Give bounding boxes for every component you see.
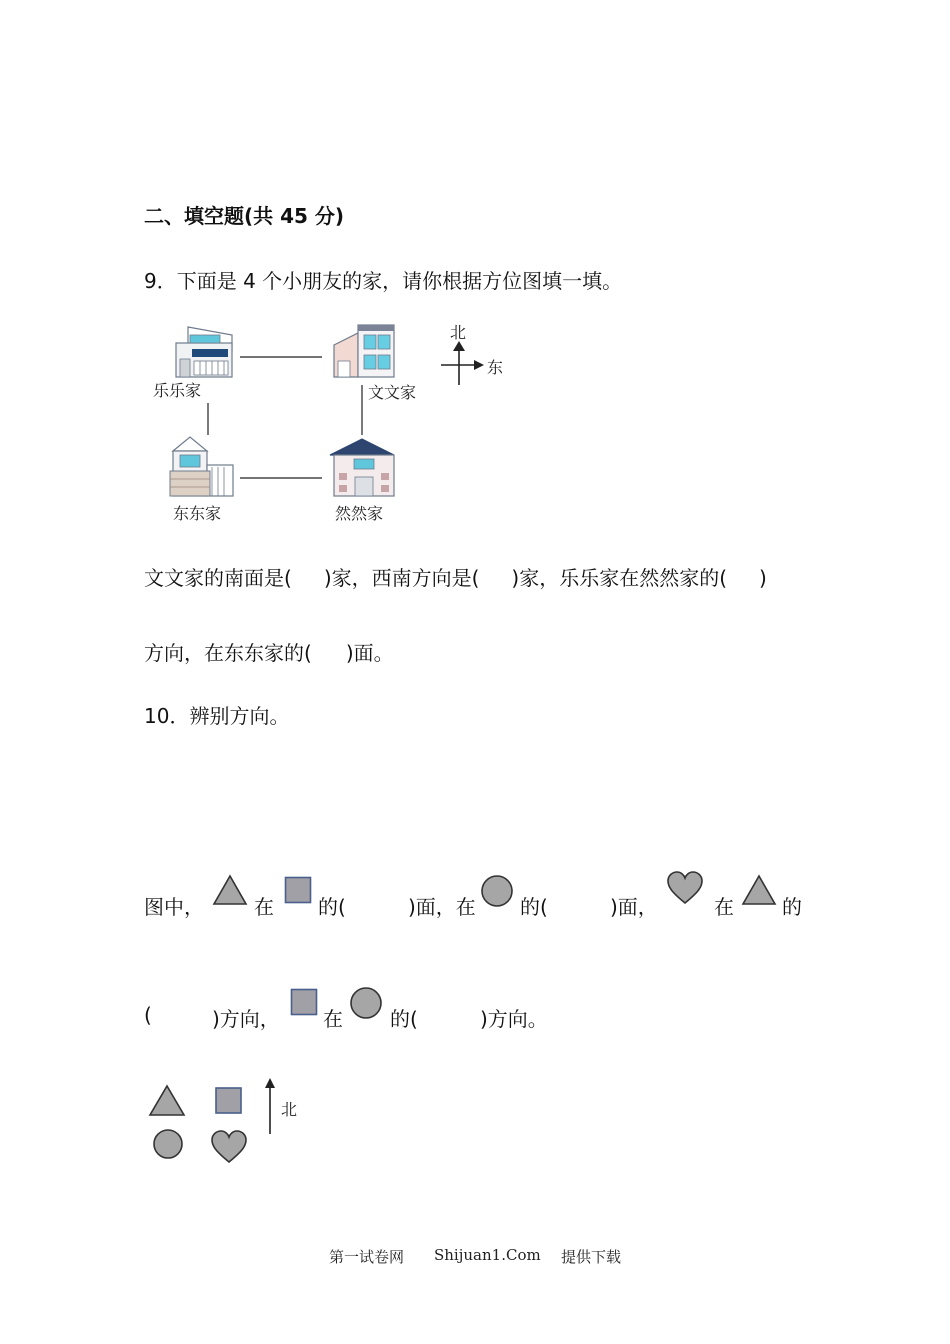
lele-house-icon [176, 327, 232, 377]
triangle-icon [212, 874, 248, 906]
ranran-house-icon [330, 439, 394, 496]
q10-text: 的( [390, 1007, 418, 1031]
footer-domain[interactable]: Shijuan1.Com [434, 1246, 541, 1264]
section-title: 二、填空题(共 45 分) [144, 204, 345, 228]
north-arrowhead-icon [265, 1078, 275, 1088]
lele-house-label: 乐乐家 [153, 381, 202, 400]
q10-text: 在 [714, 895, 734, 919]
square-icon [290, 988, 318, 1016]
dongdong-house-icon [170, 437, 233, 496]
ranran-house-label: 然然家 [335, 504, 384, 523]
q10-text: 在 [323, 1007, 343, 1031]
q10-text: 在 [254, 895, 274, 919]
q10-text: 的( [318, 895, 346, 919]
circle-icon [349, 986, 383, 1020]
square-icon [284, 876, 312, 904]
answer-blank[interactable] [350, 888, 405, 916]
q10-text: 的( [520, 895, 548, 919]
q10-text: )方向， [212, 1007, 280, 1031]
q10-text: 图中， [144, 895, 204, 919]
wenwen-house-label: 文文家 [368, 383, 417, 402]
dongdong-house-label: 东东家 [173, 504, 222, 523]
direction-map [140, 315, 540, 530]
q9-text: 文文家的南面是( [144, 566, 292, 590]
q9-text: )家，乐乐家在然然家的( [511, 566, 728, 590]
heart-icon [666, 870, 704, 906]
triangle-icon [150, 1086, 184, 1115]
answer-blank[interactable] [156, 1000, 206, 1028]
footer-site: 第一试卷网 [329, 1248, 405, 1266]
footer-note: 提供下载 [561, 1248, 622, 1266]
answer-blank[interactable] [552, 888, 607, 916]
compass-east-label: 东 [487, 358, 504, 377]
q10-text: )面，在 [408, 895, 476, 919]
compass-north-label: 北 [450, 323, 467, 342]
heart-icon [212, 1131, 246, 1162]
circle-icon [480, 874, 514, 908]
q10-text: 的 [782, 895, 802, 919]
answer-blank[interactable] [422, 1000, 477, 1028]
q9-text: )面。 [345, 641, 394, 665]
figure-north-label: 北 [281, 1100, 298, 1119]
shapes-figure [146, 1076, 306, 1168]
wenwen-house-icon [334, 325, 394, 377]
q10-text: ( [144, 1003, 152, 1027]
q9-text: ) [759, 566, 767, 590]
q9-blank-line-1 [144, 562, 767, 591]
triangle-icon [741, 874, 777, 906]
circle-icon [154, 1130, 182, 1158]
question-10-prompt: 10．辨别方向。 [144, 704, 290, 728]
compass-icon [441, 341, 484, 385]
q9-text: )家，西南方向是( [323, 566, 480, 590]
q9-blank-line-2 [144, 637, 394, 666]
square-icon [216, 1088, 241, 1113]
question-9-prompt: 9．下面是 4 个小朋友的家，请你根据方位图填一填。 [144, 269, 623, 293]
q10-text: )方向。 [480, 1007, 548, 1031]
q10-text: )面， [610, 895, 658, 919]
q9-text: 方向，在东东家的( [144, 641, 312, 665]
